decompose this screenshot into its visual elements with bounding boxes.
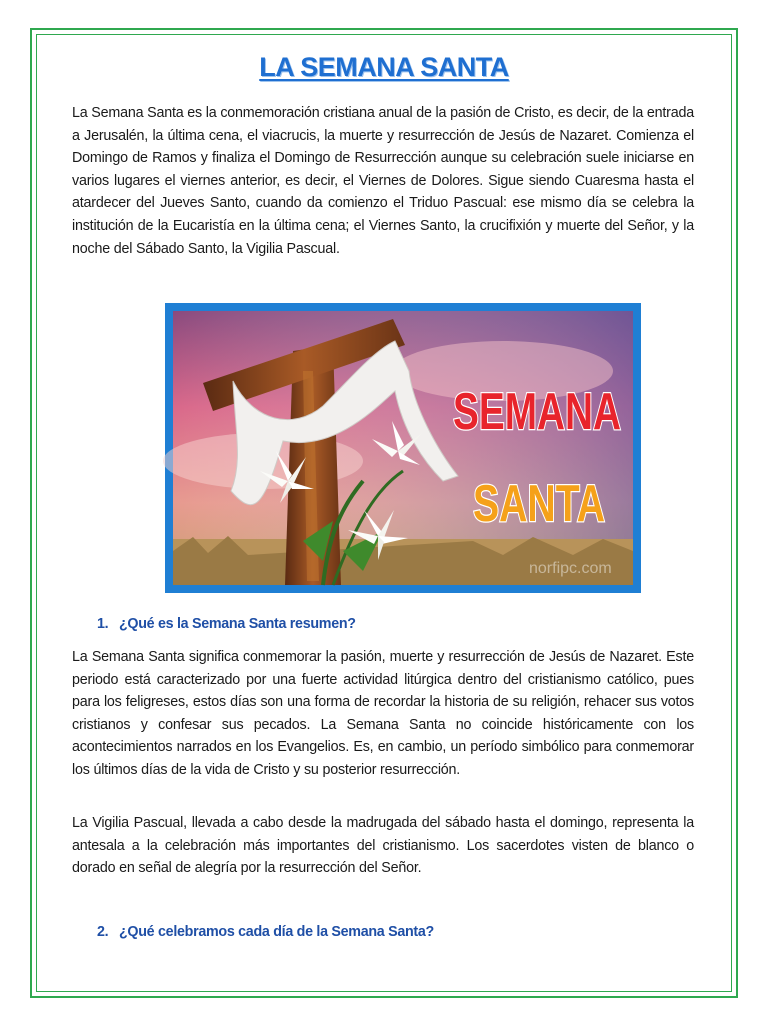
section-number: 2. bbox=[97, 924, 109, 940]
illustration-canvas bbox=[173, 311, 633, 585]
section-heading-text: ¿Qué celebramos cada día de la Semana Santa? bbox=[119, 924, 434, 940]
section-heading-1 bbox=[97, 616, 356, 632]
section-number: 1. bbox=[97, 616, 109, 632]
image-watermark: norfipc.com bbox=[529, 560, 612, 577]
section1-paragraph-2: La Vigilia Pascual, llevada a cabo desde la madrugada del sábado hasta el domingo, representa la antesala a la celebración más importantes del cristianismo. Los sacerdotes visten de blanco o dorado en señal de alegría por la resurrección del Señor. bbox=[72, 815, 694, 877]
page-title: LA SEMANA SANTA bbox=[259, 52, 509, 82]
section-heading-text: ¿Qué es la Semana Santa resumen? bbox=[119, 616, 356, 632]
intro-paragraph: La Semana Santa es la conmemoración cristiana anual de la pasión de Cristo, es decir, de la entrada a Jerusalén, la última cena, el viacrucis, la muerte y resurrección de Jesús de Nazaret. Comienza el Domingo de Ramos y finaliza el Domingo de Resurrección aunque su celebración suele iniciarse en varios lugares el viernes anterior, es decir, el Viernes de Dolores. Sigue siendo Cuaresma hasta el atardecer del Jueves Santo, cuando da comienzo el Triduo Pascual: ese mismo día se celebra la institución de la Eucaristía en la última cena; el Viernes Santo, la crucifixión y muerte del Señor, y la noche del Sábado Santo, la Vigilia Pascual. bbox=[72, 105, 694, 257]
semana-santa-image bbox=[165, 303, 641, 593]
section1-paragraph-1: La Semana Santa significa conmemorar la pasión, muerte y resurrección de Jesús de Nazaret. Este periodo está caracterizado por una fuerte actividad litúrgica dentro del cristianismo católico, pues para los feligreses, estos días son una forma de recordar la historia de su religión, rehacer sus votos cristianos y confesar sus pecados. La Semana Santa no coincide históricamente con los acontecimientos narrados en los Evangelios. Es, en cambio, un período simbólico para conmemorar los últimos días de la vida de Cristo y su posterior resurrección. bbox=[72, 649, 694, 778]
image-word-semana: SEMANA bbox=[453, 383, 621, 441]
section-heading-2 bbox=[97, 924, 434, 940]
image-word-santa: SANTA bbox=[473, 475, 605, 533]
